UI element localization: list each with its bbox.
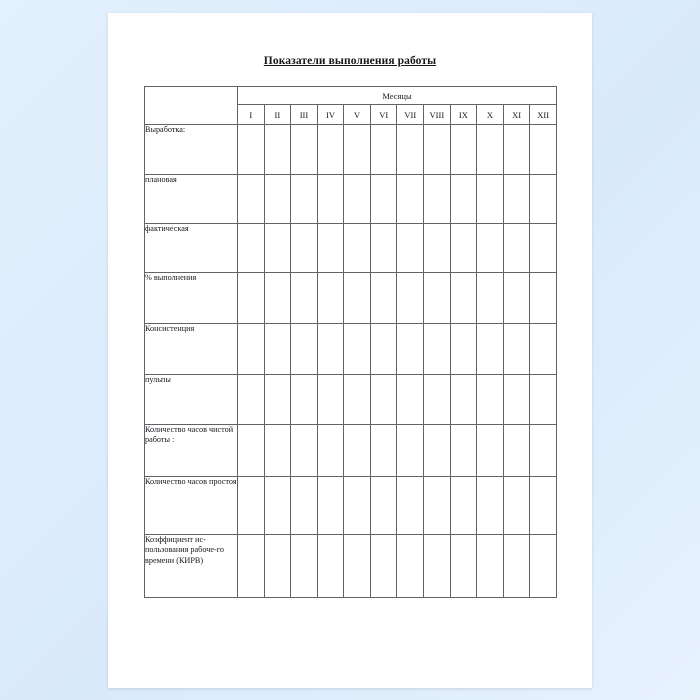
cell-1-6[interactable]: [397, 175, 424, 224]
table-header-row-months: [145, 87, 557, 105]
cell-1-1[interactable]: [264, 175, 291, 224]
cell-7-6[interactable]: [397, 477, 424, 535]
cell-2-9[interactable]: [477, 224, 504, 273]
cell-6-11[interactable]: [530, 425, 557, 477]
cell-4-6[interactable]: [397, 324, 424, 375]
cell-0-5[interactable]: [370, 125, 397, 175]
column-header-8: VIII: [424, 105, 451, 125]
cell-1-0[interactable]: [238, 175, 265, 224]
cell-5-2[interactable]: [291, 375, 318, 425]
cell-6-5[interactable]: [370, 425, 397, 477]
cell-5-5[interactable]: [370, 375, 397, 425]
cell-1-3[interactable]: [317, 175, 344, 224]
cell-7-9[interactable]: [477, 477, 504, 535]
table-row: [145, 477, 557, 535]
cell-4-1[interactable]: [264, 324, 291, 375]
months-group-header: Месяцы: [238, 87, 557, 105]
cell-2-1[interactable]: [264, 224, 291, 273]
cell-3-9[interactable]: [477, 273, 504, 324]
cell-5-10[interactable]: [503, 375, 530, 425]
row-label-pulpy: пульпы: [145, 375, 238, 425]
cell-7-7[interactable]: [424, 477, 451, 535]
cell-5-11[interactable]: [530, 375, 557, 425]
row-label-percent-vypolneniya: % выполнения: [145, 273, 238, 324]
cell-7-0[interactable]: [238, 477, 265, 535]
table-row: [145, 125, 557, 175]
cell-3-6[interactable]: [397, 273, 424, 324]
cell-5-9[interactable]: [477, 375, 504, 425]
table-row: [145, 224, 557, 273]
cell-5-1[interactable]: [264, 375, 291, 425]
cell-8-1[interactable]: [264, 535, 291, 598]
cell-7-10[interactable]: [503, 477, 530, 535]
cell-8-7[interactable]: [424, 535, 451, 598]
cell-8-4[interactable]: [344, 535, 371, 598]
cell-2-4[interactable]: [344, 224, 371, 273]
cell-3-1[interactable]: [264, 273, 291, 324]
cell-0-0[interactable]: [238, 125, 265, 175]
cell-6-0[interactable]: [238, 425, 265, 477]
row-label-fakticheskaya: фактическая: [145, 224, 238, 273]
cell-6-9[interactable]: [477, 425, 504, 477]
cell-1-7[interactable]: [424, 175, 451, 224]
column-header-5: V: [344, 105, 371, 125]
cell-8-5[interactable]: [370, 535, 397, 598]
cell-6-10[interactable]: [503, 425, 530, 477]
cell-3-7[interactable]: [424, 273, 451, 324]
row-label-chasy-prostoya: Количество часов простоя: [145, 477, 238, 535]
column-header-2: II: [264, 105, 291, 125]
cell-4-5[interactable]: [370, 324, 397, 375]
cell-4-9[interactable]: [477, 324, 504, 375]
cell-4-0[interactable]: [238, 324, 265, 375]
cell-3-10[interactable]: [503, 273, 530, 324]
cell-1-11[interactable]: [530, 175, 557, 224]
cell-0-7[interactable]: [424, 125, 451, 175]
table-row: [145, 273, 557, 324]
cell-3-8[interactable]: [450, 273, 477, 324]
cell-0-10[interactable]: [503, 125, 530, 175]
cell-2-7[interactable]: [424, 224, 451, 273]
cell-8-2[interactable]: [291, 535, 318, 598]
cell-5-8[interactable]: [450, 375, 477, 425]
cell-3-4[interactable]: [344, 273, 371, 324]
cell-6-6[interactable]: [397, 425, 424, 477]
cell-5-6[interactable]: [397, 375, 424, 425]
table-row: [145, 324, 557, 375]
cell-7-4[interactable]: [344, 477, 371, 535]
column-header-7: VII: [397, 105, 424, 125]
cell-0-2[interactable]: [291, 125, 318, 175]
cell-1-9[interactable]: [477, 175, 504, 224]
cell-8-11[interactable]: [530, 535, 557, 598]
table-row: [145, 535, 557, 598]
cell-2-11[interactable]: [530, 224, 557, 273]
row-label-konsistenciya: Консистенция: [145, 324, 238, 375]
column-header-11: XI: [503, 105, 530, 125]
column-header-1: I: [238, 105, 265, 125]
row-label-planovaya: плановая: [145, 175, 238, 224]
cell-4-11[interactable]: [530, 324, 557, 375]
cell-6-7[interactable]: [424, 425, 451, 477]
column-header-6: VI: [370, 105, 397, 125]
cell-7-8[interactable]: [450, 477, 477, 535]
cell-0-1[interactable]: [264, 125, 291, 175]
cell-3-3[interactable]: [317, 273, 344, 324]
cell-6-4[interactable]: [344, 425, 371, 477]
column-header-10: X: [477, 105, 504, 125]
row-label-kirv: Коэффициент ис-пользования рабоче-го времени (КИРВ): [145, 535, 238, 598]
cell-1-8[interactable]: [450, 175, 477, 224]
cell-8-3[interactable]: [317, 535, 344, 598]
cell-0-3[interactable]: [317, 125, 344, 175]
cell-2-0[interactable]: [238, 224, 265, 273]
row-label-vyrabotka: Выработка:: [145, 125, 238, 175]
page-title: Показатели выполнения работы: [263, 55, 437, 67]
cell-4-8[interactable]: [450, 324, 477, 375]
column-header-4: IV: [317, 105, 344, 125]
cell-7-2[interactable]: [291, 477, 318, 535]
cell-5-0[interactable]: [238, 375, 265, 425]
cell-1-2[interactable]: [291, 175, 318, 224]
column-header-9: IX: [450, 105, 477, 125]
cell-5-3[interactable]: [317, 375, 344, 425]
cell-3-11[interactable]: [530, 273, 557, 324]
row-label-chasy-chistoy-raboty: Количество часов чистой работы :: [145, 425, 238, 477]
cell-6-3[interactable]: [317, 425, 344, 477]
cell-7-11[interactable]: [530, 477, 557, 535]
cell-5-7[interactable]: [424, 375, 451, 425]
cell-1-4[interactable]: [344, 175, 371, 224]
cell-2-10[interactable]: [503, 224, 530, 273]
cell-5-4[interactable]: [344, 375, 371, 425]
table-corner-cell: [145, 87, 238, 125]
cell-7-1[interactable]: [264, 477, 291, 535]
cell-8-6[interactable]: [397, 535, 424, 598]
cell-6-8[interactable]: [450, 425, 477, 477]
cell-4-2[interactable]: [291, 324, 318, 375]
document-page: [108, 13, 592, 688]
cell-7-3[interactable]: [317, 477, 344, 535]
cell-2-5[interactable]: [370, 224, 397, 273]
cell-7-5[interactable]: [370, 477, 397, 535]
cell-0-11[interactable]: [530, 125, 557, 175]
cell-8-10[interactable]: [503, 535, 530, 598]
cell-6-1[interactable]: [264, 425, 291, 477]
cell-6-2[interactable]: [291, 425, 318, 477]
column-header-12: XII: [530, 105, 557, 125]
cell-1-10[interactable]: [503, 175, 530, 224]
cell-0-8[interactable]: [450, 125, 477, 175]
cell-4-3[interactable]: [317, 324, 344, 375]
cell-8-8[interactable]: [450, 535, 477, 598]
cell-2-3[interactable]: [317, 224, 344, 273]
table-row: [145, 175, 557, 224]
table-row: [145, 375, 557, 425]
cell-8-9[interactable]: [477, 535, 504, 598]
cell-0-4[interactable]: [344, 125, 371, 175]
performance-table-container: [144, 86, 557, 598]
cell-3-2[interactable]: [291, 273, 318, 324]
cell-4-4[interactable]: [344, 324, 371, 375]
performance-table: [144, 86, 557, 598]
cell-2-2[interactable]: [291, 224, 318, 273]
table-row: [145, 425, 557, 477]
cell-0-6[interactable]: [397, 125, 424, 175]
cell-1-5[interactable]: [370, 175, 397, 224]
cell-2-8[interactable]: [450, 224, 477, 273]
cell-2-6[interactable]: [397, 224, 424, 273]
cell-4-10[interactable]: [503, 324, 530, 375]
cell-0-9[interactable]: [477, 125, 504, 175]
cell-8-0[interactable]: [238, 535, 265, 598]
cell-3-5[interactable]: [370, 273, 397, 324]
column-header-3: III: [291, 105, 318, 125]
cell-4-7[interactable]: [424, 324, 451, 375]
cell-3-0[interactable]: [238, 273, 265, 324]
